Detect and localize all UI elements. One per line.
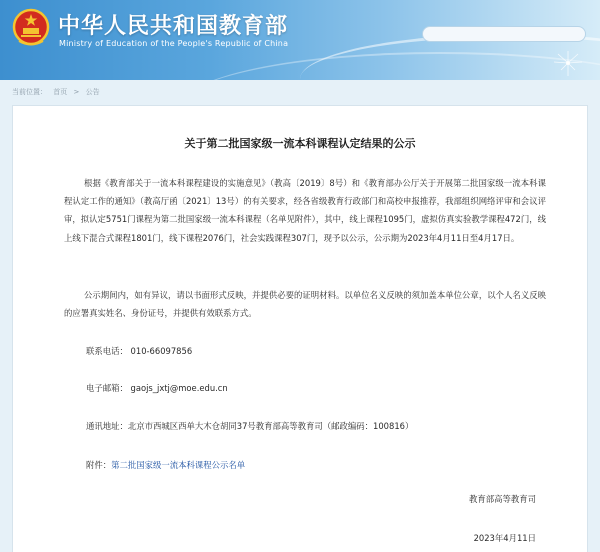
header-decoration-secondary (180, 52, 600, 80)
attachment-link[interactable]: 第二批国家级一流本科课程公示名单 (111, 460, 246, 470)
document-paragraph-1: 根据《教育部关于一流本科课程建设的实施意见》（教高〔2019〕8号）和《教育部办公厅关于开展第二批国家级一流本科课程认定工作的通知》（教高厅函〔2021〕13号）的有关要求，经各省级教育行政部门和高校申报推荐，我部组织网络评审和会议评审，拟认定5751门课程为第二批国家级一流本科课程（名单见附件），其中，线上课程1095门，虚拟仿真实验教学课程472门，线上线下混合式课程1801门，线下课程2076门，社会实践课程307门，现予以公示，公示期为2023年4月11日至4月17日。 (64, 178, 546, 243)
breadcrumb-current[interactable]: 公告 (85, 88, 100, 96)
content-panel (12, 105, 588, 552)
site-subtitle: Ministry of Education of the People's Republic of China (59, 39, 289, 48)
document-title: 关于第二批国家级一流本科课程认定结果的公示 (184, 137, 416, 150)
site-title[interactable]: 中华人民共和国教育部 (58, 14, 289, 39)
contact-phone: 联系电话： 010-66097856 (86, 346, 193, 356)
breadcrumb (12, 87, 104, 101)
attachment-label: 附件： (86, 460, 112, 470)
attachment-line (86, 459, 245, 471)
breadcrumb-label: 当前位置： (12, 88, 47, 96)
mailing-address: 通讯地址：北京市西城区西单大木仓胡同37号教育部高等教育司（邮政编码：100816） (86, 421, 414, 431)
signature-organization: 教育部高等教育司 (469, 494, 536, 504)
signature-date: 2023年4月11日 (473, 533, 536, 543)
breadcrumb-home-link[interactable]: 首页 (53, 88, 68, 96)
breadcrumb-separator: > (73, 88, 80, 96)
national-emblem-icon[interactable] (12, 8, 50, 48)
site-header (0, 0, 600, 80)
document-paragraph-2: 公示期间内，如有异议，请以书面形式反映，并提供必要的证明材料。以单位名义反映的须加盖本单位公章，以个人名义反映的应署真实姓名、身份证号，并提供有效联系方式。 (64, 290, 546, 319)
contact-email: 电子邮箱： gaojs_jxtj@moe.edu.cn (86, 383, 228, 393)
search-input[interactable] (422, 26, 586, 42)
dandelion-decoration-icon (548, 50, 588, 76)
